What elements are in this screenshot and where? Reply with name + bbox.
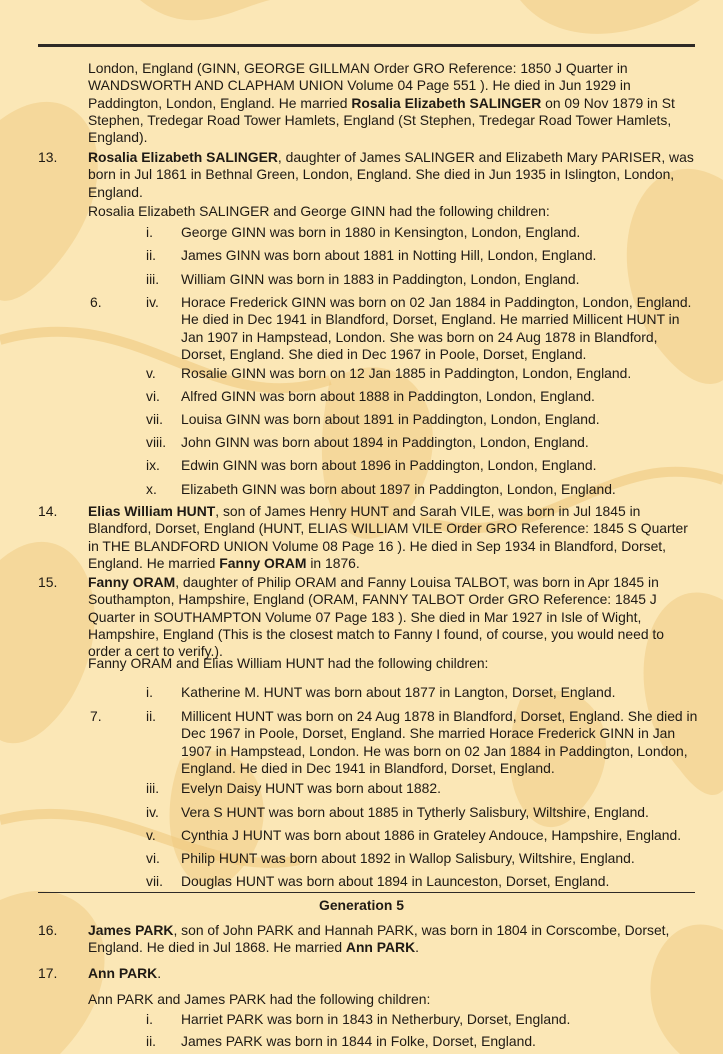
person-name: James PARK [88, 922, 174, 938]
entry-number-15: 15. [38, 574, 58, 590]
entry-text: , son of John PARK and Hannah PARK, was born in 1804 in Corscombe, Dorset, England. He died in Jul 1868. He married [88, 922, 670, 956]
children-intro-17: Ann PARK and James PARK had the following children: [88, 991, 431, 1007]
child-text: Edwin GINN was born about 1896 in Paddington, London, England. [181, 457, 597, 473]
child-text: George GINN was born in 1880 in Kensington, London, England. [181, 224, 581, 240]
person-name: Elias William HUNT [88, 503, 216, 519]
child-roman-numeral: ix. [146, 457, 160, 473]
child-text: Horace Frederick GINN was born on 02 Jan 1884 in Paddington, London, England. He died in Dec 1941 in Blandford, Dorset, England. He married Millicent HUNT in Jan 1907 in Hampstead, London. She was born on 24 Aug 1878 in Blandford, Dorset, England. She died in Dec 1967 in Poole, Dorset, England. [181, 294, 692, 362]
child-text: Vera S HUNT was born about 1885 in Tytherly Salisbury, Wiltshire, England. [181, 804, 649, 820]
child-reference-number: 6. [90, 294, 102, 310]
entry-text-tail: . [157, 965, 162, 981]
entry-13 [88, 149, 700, 201]
entry-number-13: 13. [38, 149, 58, 165]
spouse-name: Fanny ORAM [219, 554, 307, 571]
child-roman-numeral: iii. [146, 271, 160, 287]
child-text: Cynthia J HUNT was born about 1886 in Grateley Andouce, Hampshire, England. [181, 827, 682, 843]
entry-text: London, England (GINN, GEORGE GILLMAN Order GRO Reference: 1850 J Quarter in WANDSWORTH AND CLAPHAM UNION Volume 04 Page 551 ). He died in Jun 1929 in Paddington, London, England. He married [88, 60, 631, 111]
child-text: Rosalie GINN was born on 12 Jan 1885 in Paddington, London, England. [181, 365, 632, 381]
entry-number-16: 16. [38, 922, 58, 938]
child-roman-numeral: v. [146, 365, 156, 381]
child-roman-numeral: iii. [146, 780, 160, 796]
generation-rule [38, 892, 695, 893]
children-intro-15: Fanny ORAM and Elias William HUNT had the following children: [88, 655, 489, 671]
entry-text: , daughter of Philip ORAM and Fanny Louisa TALBOT, was born in Apr 1845 in Southampton, Hampshire, England (ORAM, FANNY TALBOT Order GRO Reference: 1845 J Quarter in SOUTHAMPTON Volume 07 Page 183 ). She died in Mar 1927 in Isle of Wight, Hampshire, England (This is the closest match to Fanny I found, of course, you would need to order a cert to verify.). [88, 574, 664, 660]
child-roman-numeral: iv. [146, 804, 159, 820]
child-roman-numeral: i. [146, 684, 153, 700]
person-name: Fanny ORAM [88, 574, 176, 590]
entry-text-tail: on 09 Nov 1879 in St Stephen, Tredegar Road Tower Hamlets, England (St Stephen, Tredegar Road Tower Hamlets, England). [88, 94, 675, 146]
child-text: James GINN was born about 1881 in Notting Hill, London, England. [181, 247, 597, 263]
child-text: Millicent HUNT was born on 24 Aug 1878 in Blandford, Dorset, England. She died in Dec 1967 in Poole, Dorset, England. She married Horace Frederick GINN in Jan 1907 in Hampstead, London. He was born on 02 Jan 1884 in Paddington, London, England. He died in Dec 1941 in Blandford, Dorset, England. [181, 708, 698, 776]
child-roman-numeral: vi. [146, 388, 160, 404]
child-text: Douglas HUNT was born about 1894 in Launceston, Dorset, England. [181, 873, 610, 889]
child-text: Louisa GINN was born about 1891 in Paddington, London, England. [181, 411, 600, 427]
child-roman-numeral: ii. [146, 247, 157, 263]
person-name: Ann PARK [88, 965, 158, 981]
entry-text: , daughter of James SALINGER and Elizabeth Mary PARISER, was born in Jul 1861 in Bethnal Green, London, England. She died in Jun 1935 in Islington, London, England. [88, 149, 694, 200]
child-text: James PARK was born in 1844 in Folke, Dorset, England. [181, 1033, 536, 1049]
child-roman-numeral: ii. [146, 1033, 157, 1049]
child-roman-numeral: x. [146, 481, 157, 497]
children-intro-13: Rosalia Elizabeth SALINGER and George GINN had the following children: [88, 203, 550, 219]
entry-text-tail: in 1876. [306, 554, 360, 571]
entry-text: , son of James Henry HUNT and Sarah VILE, was born in Jul 1845 in Blandford, Dorset, England (HUNT, ELIAS WILLIAM VILE Order GRO Reference: 1845 S Quarter in THE BLANDFORD UNION Volume 08 Page 16 ). He died in Sep 1934 in Blandford, Dorset, England. He married [88, 503, 688, 571]
child-text: Philip HUNT was born about 1892 in Wallop Salisbury, Wiltshire, England. [181, 850, 635, 866]
child-text: Alfred GINN was born about 1888 in Paddington, London, England. [181, 388, 595, 404]
child-roman-numeral: i. [146, 224, 153, 240]
continued-entry-12 [88, 60, 700, 146]
child-text: Harriet PARK was born in 1843 in Netherbury, Dorset, England. [181, 1011, 571, 1027]
child-roman-numeral: v. [146, 827, 156, 843]
entry-16 [88, 922, 700, 957]
child-roman-numeral: viii. [146, 434, 167, 450]
child-roman-numeral: i. [146, 1011, 153, 1027]
child-roman-numeral: ii. [146, 708, 157, 724]
person-name: Rosalia Elizabeth SALINGER [88, 149, 278, 165]
child-roman-numeral: vii. [146, 873, 163, 889]
child-text: Katherine M. HUNT was born about 1877 in Langton, Dorset, England. [181, 684, 616, 700]
spouse-name: Rosalia Elizabeth SALINGER [351, 94, 542, 111]
spouse-name: Ann PARK [345, 939, 416, 956]
child-roman-numeral: iv. [146, 294, 159, 310]
child-reference-number: 7. [90, 708, 102, 724]
entry-text-tail: . [415, 939, 419, 956]
child-roman-numeral: vii. [146, 411, 163, 427]
entry-number-14: 14. [38, 503, 58, 519]
entry-14 [88, 503, 700, 572]
child-text: Elizabeth GINN was born about 1897 in Paddington, London, England. [181, 481, 616, 497]
entry-number-17: 17. [38, 965, 58, 981]
child-text: Evelyn Daisy HUNT was born about 1882. [181, 780, 441, 796]
child-roman-numeral: vi. [146, 850, 160, 866]
entry-17 [88, 965, 700, 982]
generation-heading: Generation 5 [319, 897, 404, 913]
child-text: William GINN was born in 1883 in Paddington, London, England. [181, 271, 580, 287]
entry-15 [88, 574, 700, 660]
child-text: John GINN was born about 1894 in Paddington, London, England. [181, 434, 589, 450]
top-rule [38, 44, 695, 47]
